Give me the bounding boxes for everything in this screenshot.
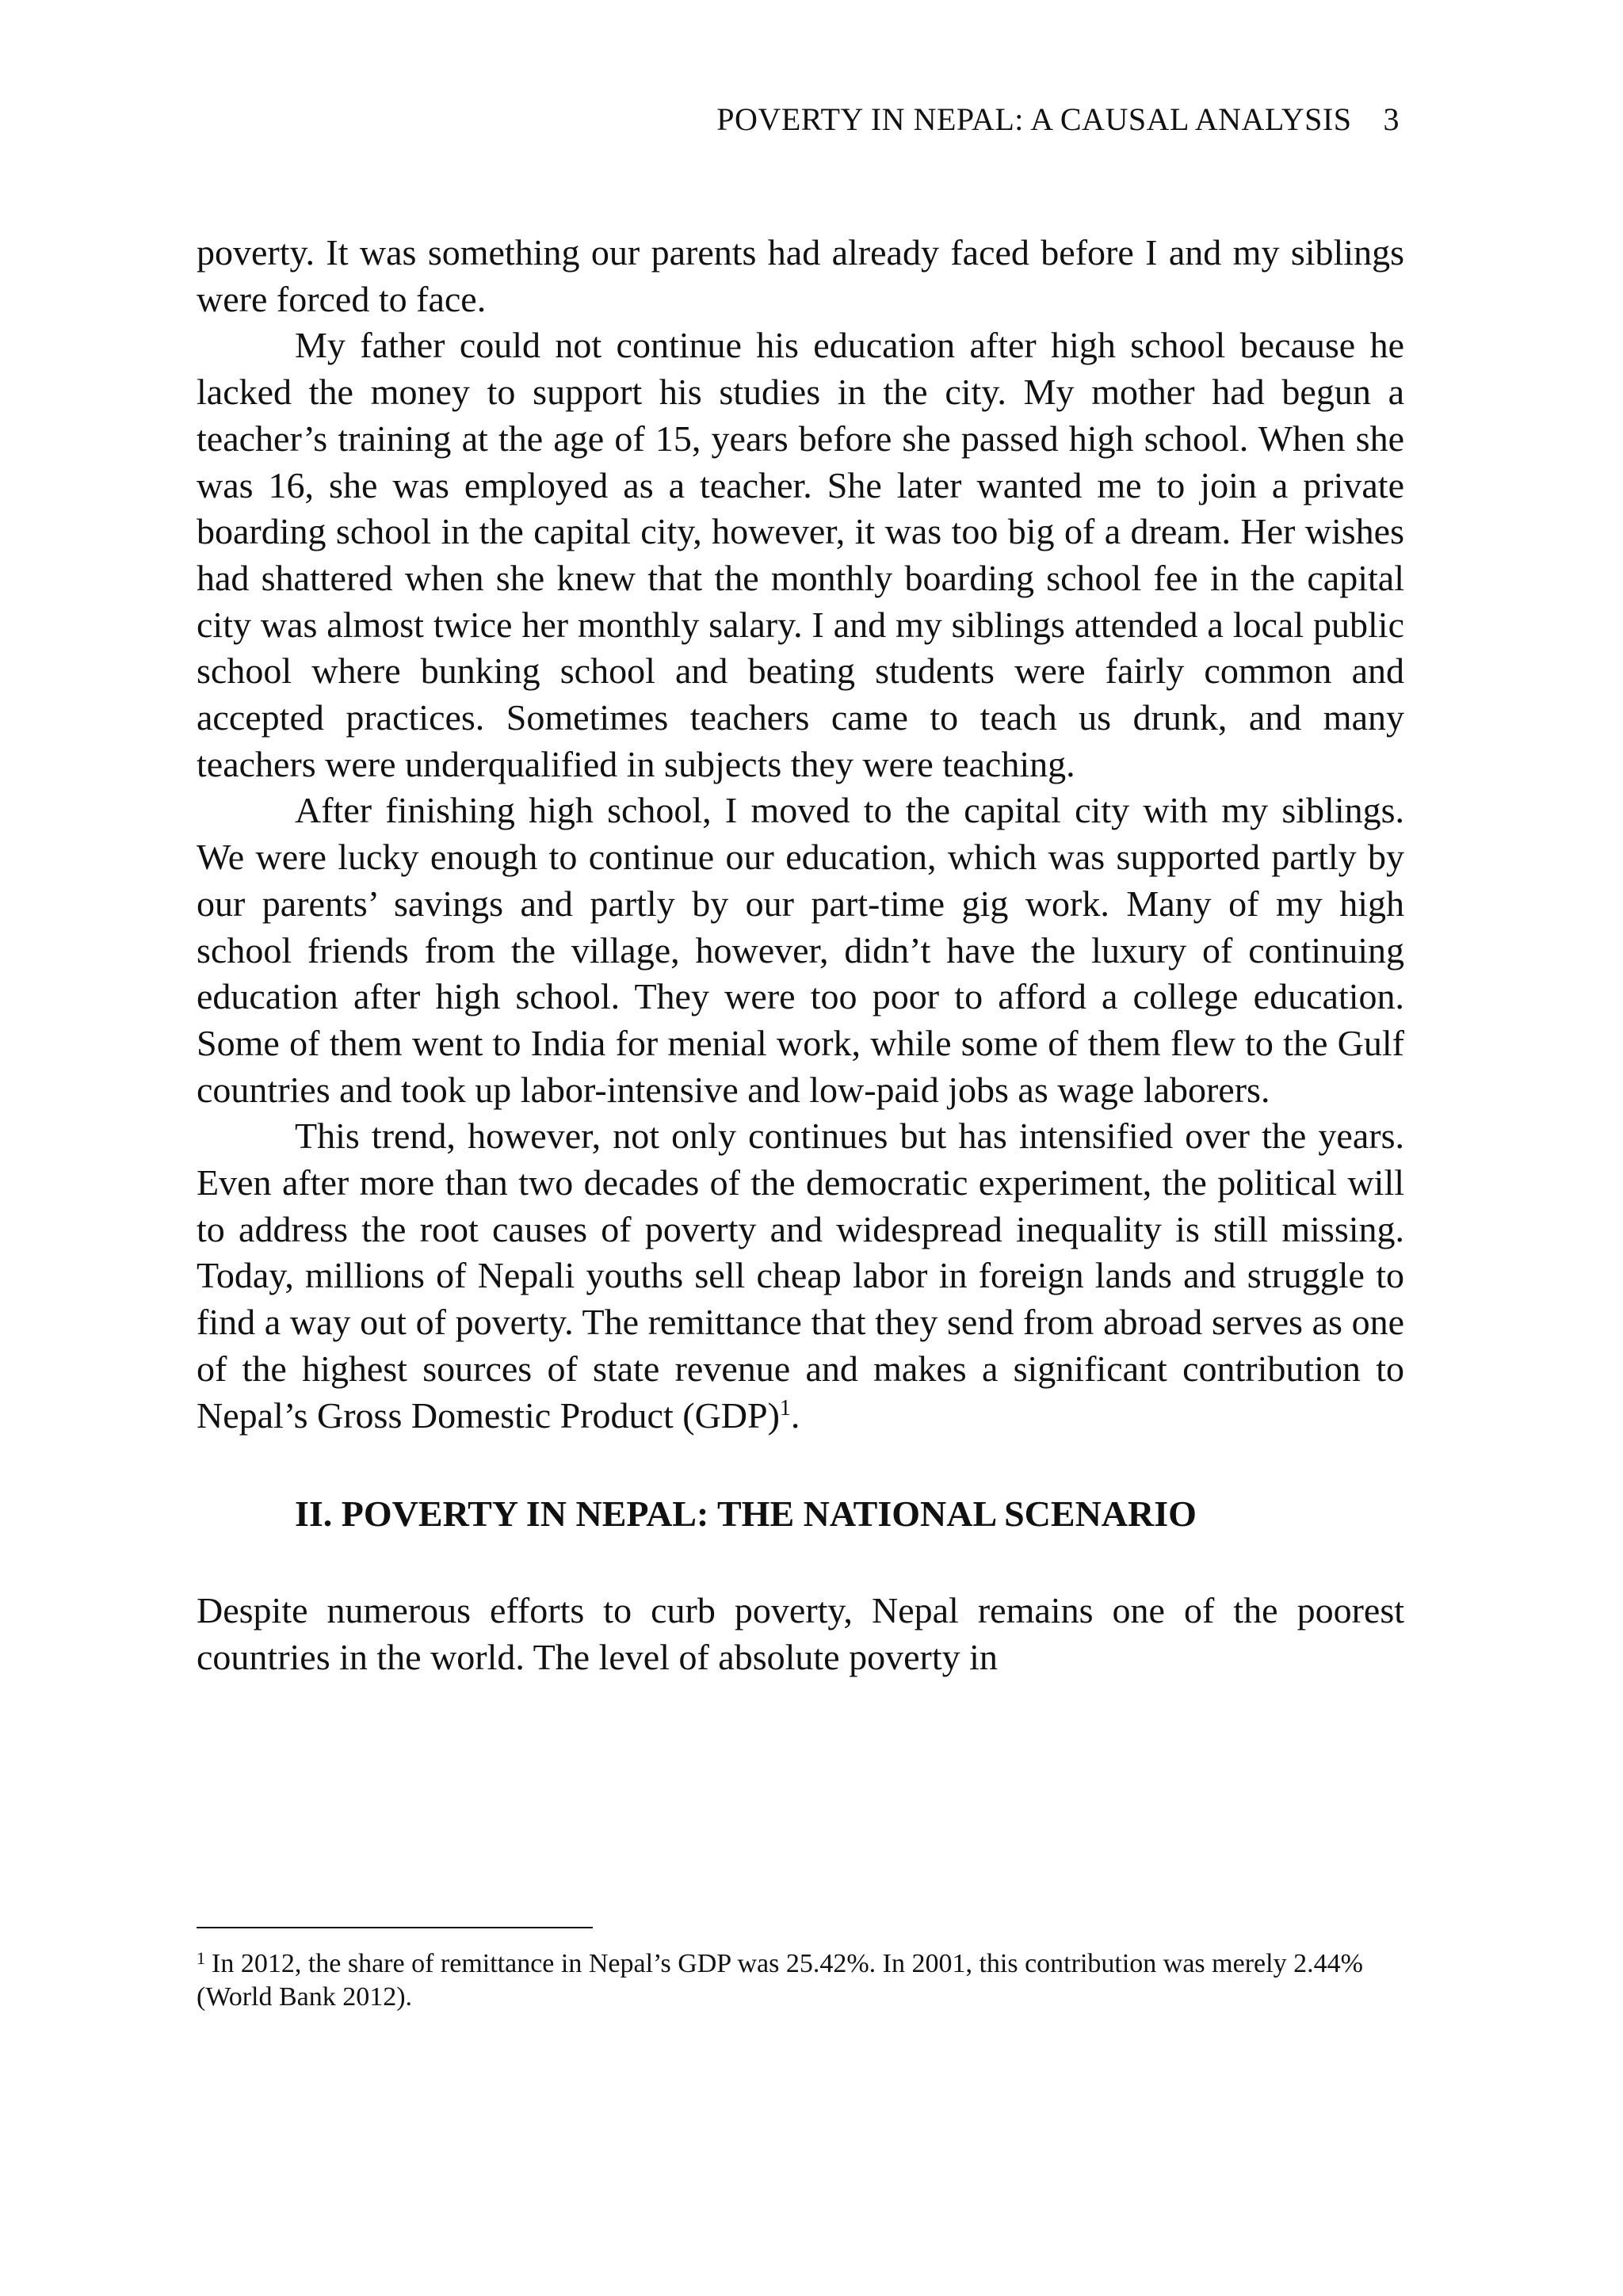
footnote: [197, 1947, 1404, 2014]
footnote-marker: 1: [197, 1948, 205, 1968]
section-heading: II. POVERTY IN NEPAL: THE NATIONAL SCENARIO: [295, 1493, 1197, 1535]
paragraph-trend-end: .: [790, 1394, 800, 1436]
footnote-divider: [197, 1927, 593, 1928]
paragraph-national-scenario: Despite numerous efforts to curb poverty, Nepal remains one of the poorest countries in the world. The level of absolute poverty in: [197, 1590, 1404, 1677]
paragraph-continued: poverty. It was something our parents had already faced before I and my siblings were forced to face.: [197, 232, 1404, 319]
paragraph-after-high-school: After finishing high school, I moved to the capital city with my siblings. We were lucky enough to continue our education, which was supported partly by our parents’ savings and partly by our part-time gig work. Many of my high school friends from the village, however, didn’t have the luxury of continuing education after high school. They were too poor to afford a college education. Some of them went to India for menial work, while some of them flew to the Gulf countries and took up labor-intensive and low-paid jobs as wage laborers.: [197, 790, 1404, 1110]
paragraph-father-education: My father could not continue his education after high school because he lacked the money to support his studies in the city. My mother had begun a teacher’s training at the age of 15, years before she passed high school. When she was 16, she was employed as a teacher. She later wanted me to join a private boarding school in the capital city, however, it was too big of a dream. Her wishes had shattered when she knew that the monthly boarding school fee in the capital city was almost twice her monthly salary. I and my siblings attended a local public school where bunking school and beating students were fairly common and accepted practices. Sometimes teachers came to teach us drunk, and many teachers were underqualified in subjects they were teaching.: [197, 325, 1404, 784]
paragraph-trend: [197, 1113, 1404, 1439]
footnote-text: In 2012, the share of remittance in Nepal’s GDP was 25.42%. In 2001, this contribution was merely 2.44% (World Bank 2012).: [197, 1949, 1363, 2012]
page-number: 3: [1383, 101, 1400, 137]
running-title: POVERTY IN NEPAL: A CAUSAL ANALYSIS: [716, 101, 1352, 137]
running-header: [716, 100, 1400, 139]
paragraph-trend-text: This trend, however, not only continues but has intensified over the years. Even after more than two decades of the democratic experiment, the political will to address the root causes of poverty and widespread inequality is still missing. Today, millions of Nepali youths sell cheap labor in foreign lands and struggle to find a way out of poverty. The remittance that they send from abroad serves as one of the highest sources of state revenue and makes a significant contribution to Nepal’s Gross Domestic Product (GDP): [197, 1116, 1404, 1436]
body-text: [197, 230, 1404, 1681]
footnote-reference: 1: [779, 1395, 791, 1421]
